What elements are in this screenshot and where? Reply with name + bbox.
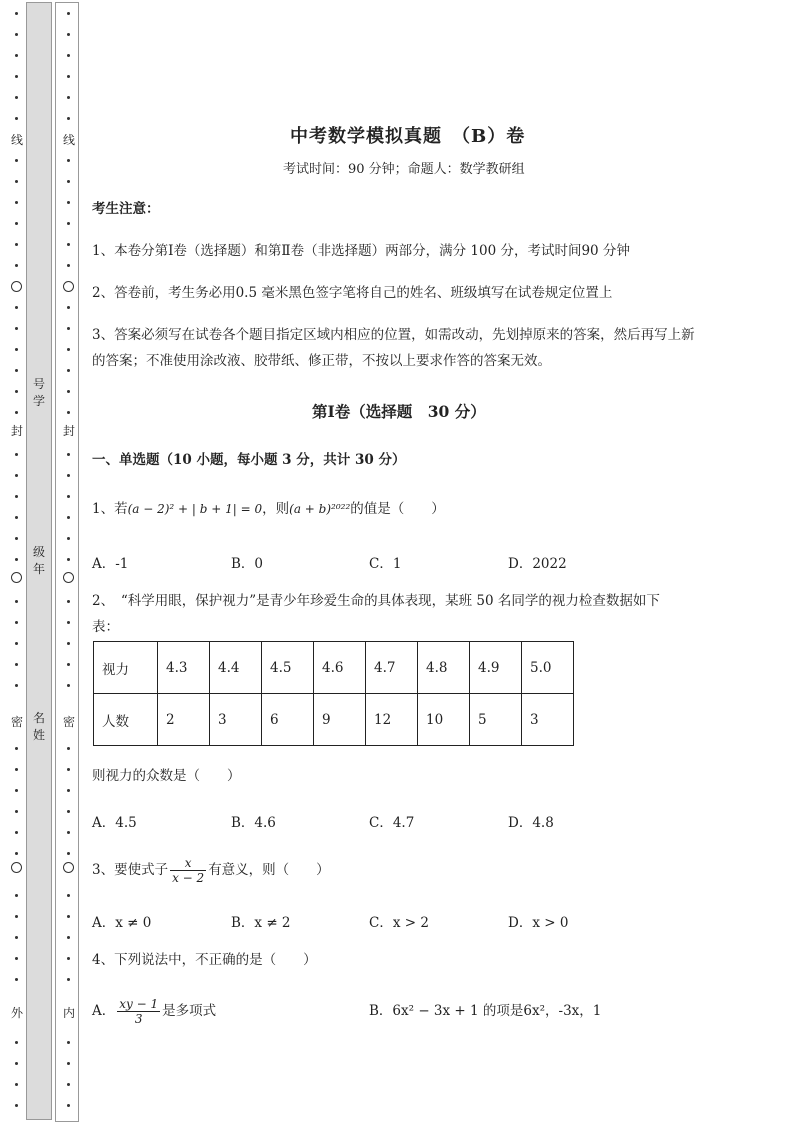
separator-dot	[15, 1083, 18, 1086]
separator-dot	[15, 201, 18, 204]
q1-mid: ，则	[262, 501, 290, 517]
section-title: 第Ⅰ卷（选择题 30 分）	[312, 402, 486, 421]
separator-dot	[67, 684, 70, 687]
notice-heading: 考生注意：	[92, 201, 160, 217]
outer-label-secret: 密	[10, 715, 23, 729]
table-cell: 4.5	[262, 642, 314, 694]
separator-dot	[15, 663, 18, 666]
separator-dot	[15, 957, 18, 960]
separator-dot	[67, 369, 70, 372]
separator-dot	[67, 1062, 70, 1065]
q1-suffix: 的值是（ ）	[350, 501, 445, 517]
separator-dot	[15, 831, 18, 834]
q3-prefix: 3、要使式子	[92, 862, 169, 878]
separator-dot	[15, 768, 18, 771]
separator-dot	[15, 1041, 18, 1044]
q3-option-c: C．x > 2	[369, 915, 429, 931]
q4-fraction	[117, 997, 160, 1026]
q3-option-b: B．x ≠ 2	[231, 915, 291, 931]
separator-dot	[15, 747, 18, 750]
separator-dot	[67, 621, 70, 624]
separator-dot	[15, 621, 18, 624]
q4-option-a-suffix: 是多项式	[162, 1003, 217, 1019]
separator-dot	[67, 558, 70, 561]
separator-dot	[67, 978, 70, 981]
q3-option-d: D．x > 0	[508, 915, 569, 931]
table-cell: 4.3	[158, 642, 210, 694]
class-label: 级 年	[32, 545, 45, 576]
table-cell: 10	[418, 694, 470, 746]
separator-dot	[67, 1041, 70, 1044]
table-cell: 9	[314, 694, 366, 746]
notice-item-3: 3、答案必须写在试卷各个题目指定区域内相应的位置，如需改动，先划掉原来的答案，然后再写上新	[92, 327, 695, 343]
separator-dot	[15, 159, 18, 162]
q4-denominator: 3	[134, 1012, 143, 1026]
q1-option-a: A．-1	[92, 556, 129, 572]
name-label: 名 姓	[32, 711, 45, 742]
inner-label-secret: 密	[62, 715, 75, 729]
separator-dot	[67, 159, 70, 162]
q2-option-d: D．4.8	[508, 815, 554, 831]
inner-circle	[63, 572, 74, 583]
notice-item-2: 2、答卷前，考生务必用0.5 毫米黑色签字笔将自己的姓名、班级填写在试卷规定位置上	[92, 285, 613, 301]
separator-dot	[67, 75, 70, 78]
q1-expression-2: (a + b)²⁰²²	[289, 502, 351, 516]
separator-dot	[67, 894, 70, 897]
separator-dot	[67, 663, 70, 666]
separator-dot	[67, 1104, 70, 1107]
table-cell: 5	[470, 694, 522, 746]
table-cell: 12	[366, 694, 418, 746]
separator-dot	[15, 894, 18, 897]
table-cell: 4.6	[314, 642, 366, 694]
page-title: 中考数学模拟真题 （B）卷	[290, 126, 526, 147]
part-title: 一、单选题（10 小题，每小题 3 分，共计 30 分）	[92, 452, 406, 468]
table-cell: 4.4	[210, 642, 262, 694]
separator-dot	[15, 642, 18, 645]
separator-dot	[15, 915, 18, 918]
table-cell: 3	[210, 694, 262, 746]
separator-dot	[15, 117, 18, 120]
question-4: 4、下列说法中，不正确的是（ ）	[92, 952, 317, 968]
separator-dot	[15, 600, 18, 603]
q3-option-a: A．x ≠ 0	[92, 915, 152, 931]
outer-circle	[11, 281, 22, 292]
separator-dot	[15, 75, 18, 78]
inner-label-inside: 内	[62, 1006, 75, 1020]
q4-option-b: B．6x² − 3x + 1 的项是6x²，-3x，1	[369, 1003, 602, 1019]
outer-label-line: 线	[10, 133, 23, 147]
inner-circle	[63, 281, 74, 292]
separator-dot	[15, 411, 18, 414]
separator-dot	[67, 96, 70, 99]
table-cell: 2	[158, 694, 210, 746]
table-header-cell: 视力	[94, 642, 158, 694]
exam-info: 考试时间：90 分钟；命题人：数学教研组	[283, 162, 525, 177]
q1-option-b: B．0	[231, 556, 264, 572]
outer-circle	[11, 862, 22, 873]
separator-dot	[15, 474, 18, 477]
separator-dot	[67, 768, 70, 771]
separator-dot	[67, 936, 70, 939]
question-2-line-1: 2、 “科学用眼，保护视力”是青少年珍爱生命的具体表现，某班 50 名同学的视力检查数据如下	[92, 593, 660, 609]
separator-dot	[67, 348, 70, 351]
separator-dot	[15, 180, 18, 183]
separator-dot	[67, 117, 70, 120]
separator-dot	[67, 327, 70, 330]
q2-option-a: A．4.5	[92, 815, 137, 831]
q3-denominator: x − 2	[172, 871, 205, 885]
separator-dot	[15, 348, 18, 351]
separator-dot	[67, 306, 70, 309]
table-cell: 6	[262, 694, 314, 746]
table-row	[94, 694, 574, 746]
separator-dot	[15, 243, 18, 246]
separator-dot	[15, 222, 18, 225]
separator-dot	[15, 327, 18, 330]
question-3	[92, 852, 330, 888]
separator-dot	[67, 747, 70, 750]
separator-dot	[67, 789, 70, 792]
separator-dot	[15, 306, 18, 309]
separator-dot	[67, 390, 70, 393]
separator-dot	[15, 789, 18, 792]
table-header-cell: 人数	[94, 694, 158, 746]
separator-dot	[67, 600, 70, 603]
q4-option-a	[92, 993, 216, 1029]
separator-dot	[15, 369, 18, 372]
separator-dot	[67, 516, 70, 519]
separator-dot	[15, 453, 18, 456]
q1-expression: (a − 2)² + | b + 1| = 0	[127, 502, 263, 516]
separator-dot	[15, 537, 18, 540]
separator-dot	[15, 33, 18, 36]
separator-dot	[15, 54, 18, 57]
separator-dot	[67, 831, 70, 834]
q3-suffix: 有意义，则（ ）	[208, 862, 330, 878]
separator-dot	[15, 495, 18, 498]
table-row	[94, 642, 574, 694]
separator-dot	[67, 243, 70, 246]
table-cell: 3	[522, 694, 574, 746]
separator-dot	[67, 957, 70, 960]
separator-dot	[15, 516, 18, 519]
separator-dot	[15, 558, 18, 561]
separator-dot	[15, 852, 18, 855]
table-cell: 4.7	[366, 642, 418, 694]
separator-dot	[67, 915, 70, 918]
inner-label-line: 线	[62, 133, 75, 147]
separator-dot	[15, 978, 18, 981]
separator-dot	[15, 810, 18, 813]
table-cell: 5.0	[522, 642, 574, 694]
separator-dot	[67, 12, 70, 15]
question-2-ask: 则视力的众数是（ ）	[92, 768, 241, 784]
student-number-label: 号 学	[32, 377, 45, 408]
separator-dot	[15, 12, 18, 15]
separator-dot	[67, 474, 70, 477]
q1-option-d: D．2022	[508, 556, 567, 572]
q2-option-b: B．4.6	[231, 815, 276, 831]
q2-option-c: C．4.7	[369, 815, 415, 831]
question-1	[92, 496, 445, 522]
table-cell: 4.8	[418, 642, 470, 694]
separator-dot	[15, 1062, 18, 1065]
inner-label-seal: 封	[62, 424, 75, 438]
separator-dot	[15, 936, 18, 939]
separator-dot	[67, 264, 70, 267]
outer-label-seal: 封	[10, 424, 23, 438]
inner-circle	[63, 862, 74, 873]
notice-item-1: 1、本卷分第Ⅰ卷（选择题）和第Ⅱ卷（非选择题）两部分，满分 100 分，考试时间90 分钟	[92, 243, 630, 259]
q3-fraction	[170, 856, 206, 885]
separator-dot	[67, 1083, 70, 1086]
q4-numerator: xy − 1	[119, 997, 159, 1011]
separator-dot	[67, 810, 70, 813]
separator-dot	[67, 852, 70, 855]
separator-dot	[67, 201, 70, 204]
separator-dot	[15, 684, 18, 687]
inner-seal-column	[55, 2, 79, 1122]
outer-label-outside: 外	[10, 1006, 23, 1020]
separator-dot	[67, 222, 70, 225]
outer-circle	[11, 572, 22, 583]
separator-dot	[67, 453, 70, 456]
separator-dot	[15, 96, 18, 99]
separator-dot	[15, 264, 18, 267]
separator-dot	[67, 642, 70, 645]
separator-dot	[67, 180, 70, 183]
separator-dot	[67, 411, 70, 414]
separator-dot	[67, 495, 70, 498]
table-cell: 4.9	[470, 642, 522, 694]
separator-dot	[15, 390, 18, 393]
vision-table	[93, 641, 574, 746]
q3-numerator: x	[170, 856, 206, 871]
q4-option-a-prefix: A．	[92, 1003, 116, 1019]
separator-dot	[67, 33, 70, 36]
question-2-line-2: 表：	[92, 619, 119, 635]
q1-prefix: 1、若	[92, 501, 128, 517]
separator-dot	[67, 537, 70, 540]
separator-dot	[15, 1104, 18, 1107]
separator-dot	[67, 54, 70, 57]
notice-item-3-cont: 的答案；不准使用涂改液、胶带纸、修正带，不按以上要求作答的答案无效。	[92, 353, 551, 369]
q1-option-c: C．1	[369, 556, 402, 572]
